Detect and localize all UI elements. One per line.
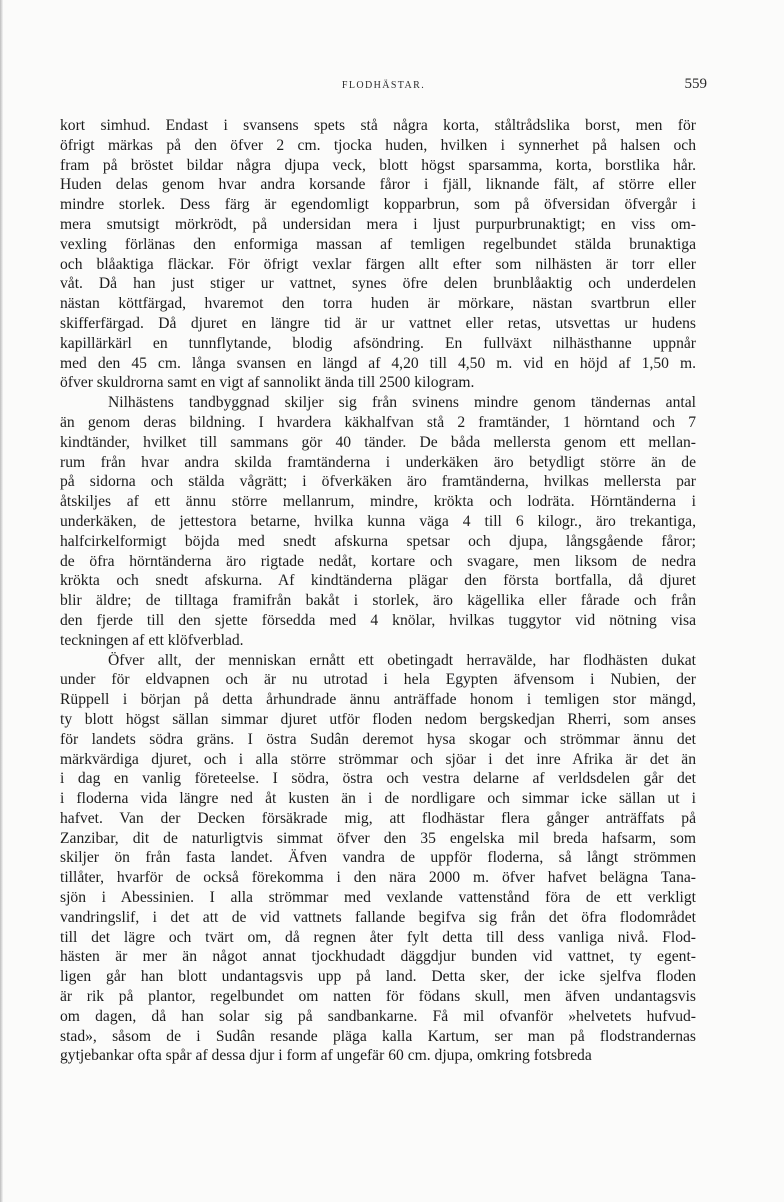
text-line: med den 45 cm. långa svansen en längd af 4,20 till 4,50 m. vid en höjd af 1,50 m. (60, 354, 696, 372)
text-line: gytjebankar ofta spår af dessa djur i form af ungefär 60 cm. djupa, omkring fotsbreda (60, 1047, 592, 1065)
text-line: skifferfärgad. Då djuret en längre tid är ur vattnet eller retas, utsvettas ur hudens (60, 314, 696, 332)
text-line: i floderna vida längre ned åt kusten än i de nordligare och simmar icke sällan ut i (60, 790, 696, 808)
text-line: kapillärkärl en tunnflytande, blodig afsöndring. En fullväxt nilhästhanne uppnår (60, 334, 696, 352)
text-line: blir äldre; de tilltaga framifrån bakåt i storlek, äro kägellika eller fårade och från (60, 592, 696, 610)
text-line: ty blott högst sällan simmar djuret utför floden nedom bergskedjan Rherri, som anses (60, 710, 696, 728)
body-text (60, 116, 696, 1066)
text-line: tillåter, hvarför de också förekomma i den nära 2000 m. öfver hafvet belägna Tana- (60, 869, 696, 887)
text-line: är rik på plantor, regelbundet om natten för födans skull, men äfven undantagsvis (60, 988, 696, 1006)
text-line: halfcirkelformigt böjda med snedt afskurna spetsar och djupa, långsgående fåror; (60, 532, 696, 550)
text-line: krökta och snedt afskurna. Af kindtänderna plägar den första bortfalla, då djuret (60, 572, 696, 590)
text-line: Öfver allt, der menniskan ernått ett obetingadt herravälde, har flodhästen dukat (108, 651, 696, 669)
paragraph-1 (60, 116, 696, 393)
text-line: hästen är mer än något annat tjockhudadt däggdjur bunden vid vattnet, ty egent- (60, 948, 696, 966)
text-line: fram på bröstet bildar några djupa veck, blott högst sparsamma, korta, borstlika hår. (60, 156, 696, 174)
page-header (60, 76, 707, 98)
text-line: för landets södra gräns. I östra Sudân deremot hysa skogar och strömmar ännu det (60, 730, 696, 748)
text-line: ligen går han blott undantagsvis upp på land. Detta sker, der icke sjelfva floden (60, 968, 696, 986)
text-line: de öfra hörntänderna äro rigtade nedåt, kortare och svagare, men liksom de nedra (60, 552, 696, 570)
page-number: 559 (684, 76, 707, 92)
text-line: teckningen af ett klöfverblad. (60, 631, 244, 649)
paragraph-3 (60, 651, 696, 1067)
text-line: åtskiljes af ett ännu större mellanrum, mindre, krökta och lodräta. Hörntänderna i (60, 493, 696, 511)
text-line: vexling förlänas den enformiga massan af temligen regelbundet stälda brunaktiga (60, 235, 696, 253)
text-line: om dagen, då han solar sig på sandbankarne. Få mil ofvanför »helvetets hufvud- (60, 1007, 696, 1025)
text-line: öfrigt märkas på den öfver 2 cm. tjocka huden, hvilken i synnerhet på halsen och (60, 136, 696, 154)
page-edge-shadow (0, 0, 3, 1202)
text-line: underkäken, de jettestora betarne, hvilka kunna väga 4 till 6 kilogr., äro trekantiga, (60, 512, 696, 530)
text-line: kindtänder, hvilket till sammans gör 40 tänder. De båda mellersta genom ett mellan- (60, 433, 696, 451)
text-line: rum från hvar andra skilda framtänderna i underkäken äro betydligt större än de (60, 453, 696, 471)
text-line: i dag en vanlig företeelse. I södra, östra och vestra delarne af verldsdelen går det (60, 770, 696, 788)
text-line: under för eldvapnen och är nu utrotad i hela Egypten äfvensom i Nubien, der (60, 671, 696, 689)
text-line: än genom deras bildning. I hvardera käkhalfvan stå 2 framtänder, 1 hörntand och 7 (60, 413, 696, 431)
text-line: stad», såsom de i Sudân resande pläga kalla Kartum, ser man på flodstrandernas (60, 1027, 696, 1045)
text-line: våt. Då han just stiger ur vattnet, synes öfre delen brunblåaktig och underdelen (60, 275, 696, 293)
text-line: på sidorna och stälda vågrätt; i öfverkäken äro framtänderna, hvilkas mellersta par (60, 473, 696, 491)
text-line: Huden delas genom hvar andra korsande fåror i fjäll, liknande fält, af större eller (60, 176, 696, 194)
text-line: Zanzibar, dit de naturligtvis simmat öfver den 35 engelska mil breda hafsarm, som (60, 829, 696, 847)
text-line: mindre storlek. Dess färg är egendomligt kopparbrun, som på öfversidan öfvergår i (60, 196, 696, 214)
text-line: sjön i Abessinien. I alla strömmar med vexlande vattenstånd föra de ett verkligt (60, 889, 696, 907)
text-line: vandringslif, i det att de vid vattnets fallande begifva sig från det öfra flodområdet (60, 908, 696, 926)
text-line: märkvärdiga djuret, och i alla större strömmar och sjöar i det inre Afrika är det än (60, 750, 696, 768)
text-line: kort simhud. Endast i svansens spets stå några korta, ståltrådslika borst, men för (60, 117, 696, 134)
text-line: till det lägre och tvärt om, då regnen åter fylt detta till dess vanliga nivå. Flod- (60, 928, 696, 946)
text-line: hafvet. Van der Decken försäkrade mig, att flodhästar flera gånger anträffats på (60, 809, 696, 827)
text-line: nästan köttfärgad, hvaremot den torra huden är mörkare, nästan svartbrun eller (60, 295, 696, 313)
running-head: FLODHÄSTAR. (341, 80, 426, 91)
paragraph-2 (60, 393, 696, 650)
text-line: mera smutsigt mörkrödt, på undersidan mera i ljust purpurbrunaktigt; en viss om- (60, 215, 696, 233)
text-line: skiljer ön från fasta landet. Äfven vandra de uppför floderna, så långt strömmen (60, 849, 696, 867)
text-line: Nilhästens tandbyggnad skiljer sig från svinens mindre genom tändernas antal (108, 394, 696, 412)
text-line: Rüppell i början på detta århundrade ännu anträffade honom i temligen stor mängd, (60, 691, 696, 709)
text-line: den fjerde till den sjette försedda med 4 knölar, hvilkas tuggytor vid nötning visa (60, 611, 696, 629)
text-line: öfver skuldrorna samt en vigt af sannolikt ända till 2500 kilogram. (60, 374, 475, 392)
text-line: och blåaktiga fläckar. För öfrigt vexlar färgen allt efter som nilhästen är torr eller (60, 255, 696, 273)
